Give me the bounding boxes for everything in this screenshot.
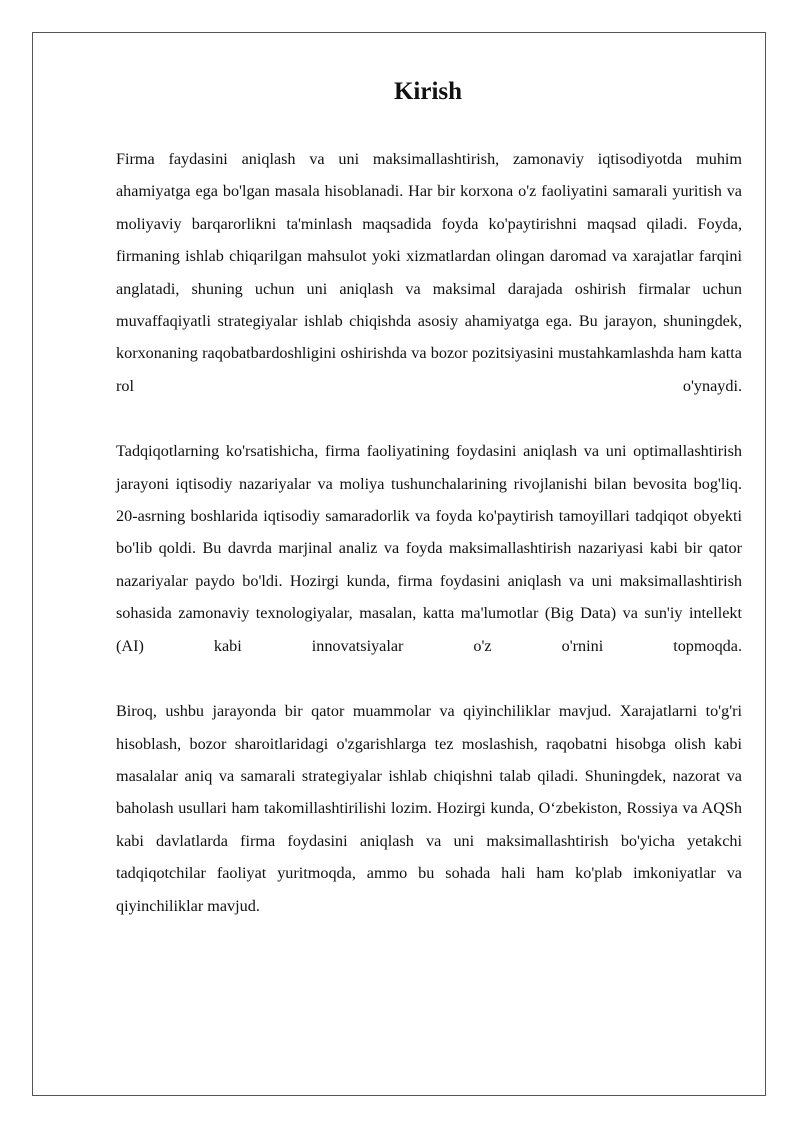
page-title: Kirish: [393, 78, 463, 105]
paragraph-1: Firma faydasini aniqlash va uni maksimallashtirish, zamonaviy iqtisodiyotda muhim ahamiyatga ega bo'lgan masala hisoblanadi. Har bir korxona o'z faoliyatini samarali yuritish va moliyaviy barqarorlikni ta'minlash maqsadida foyda ko'paytirishni maqsad qiladi. Foyda, firmaning ishlab chiqarilgan mahsulot yoki xizmatlardan olingan daromad va xarajatlar farqini anglatadi, shuning uchun uni aniqlash va maksimal darajada oshirish firmalar uchun muvaffaqiyatli strategiyalar ishlab chiqishda asosiy ahamiyatga ega. Bu jarayon, shuningdek, korxonaning raqobatbardoshligini oshirishda va bozor pozitsiyasini mustahkamlashda ham katta rol o'ynaydi.: [116, 150, 742, 395]
paragraph-3: Biroq, ushbu jarayonda bir qator muammolar va qiyinchiliklar mavjud. Xarajatlarni to'g'ri hisoblash, bozor sharoitlaridagi o'zgarishlarga tez moslashish, raqobatni hisobga olish kabi masalalar aniq va samarali strategiyalar ishlab chiqishni talab qiladi. Shuningdek, nazorat va baholash usullari ham takomillashtirilishi lozim. Hozirgi kunda, O‘zbekiston, Rossiya va AQSh kabi davlatlarda firma foydasini aniqlash va uni maksimallashtirish bo'yicha yetakchi tadqiqotchilar faoliyat yuritmoqda, ammo bu sohada hali ham ko'plab imkoniyatlar va qiyinchiliklar mavjud.: [116, 702, 742, 915]
paragraph-2: Tadqiqotlarning ko'rsatishicha, firma faoliyatining foydasini aniqlash va uni optimallashtirish jarayoni iqtisodiy nazariyalar va moliya tushunchalarining rivojlanishi bilan bevosita bog'liq. 20-asrning boshlarida iqtisodiy samaradorlik va foyda ko'paytirish tamoyillari tadqiqot obyekti bo'lib qoldi. Bu davrda marjinal analiz va foyda maksimallashtirish nazariyasi kabi bir qator nazariyalar paydo bo'ldi. Hozirgi kunda, firma foydasini aniqlash va uni maksimallashtirish sohasida zamonaviy texnologiyalar, masalan, katta ma'lumotlar (Big Data) va sun'iy intellekt (AI) kabi innovatsiyalar o'z o'rnini topmoqda.: [116, 442, 742, 655]
document-body: [116, 143, 742, 955]
